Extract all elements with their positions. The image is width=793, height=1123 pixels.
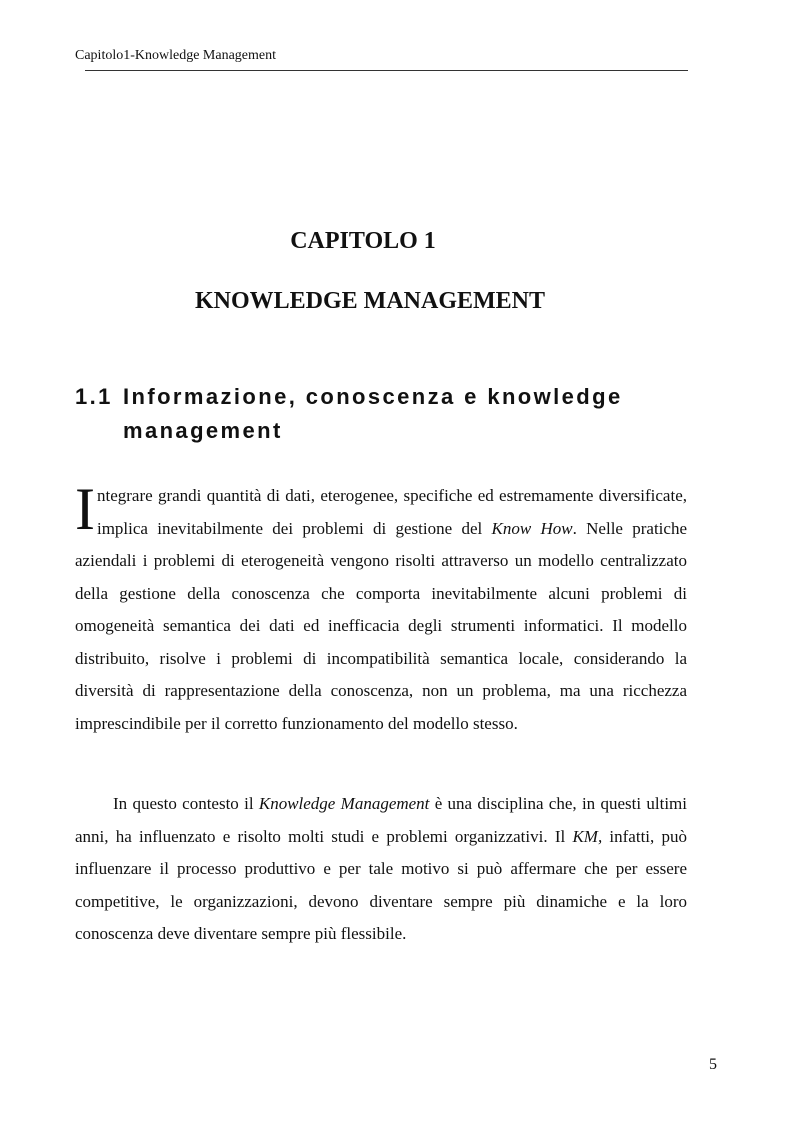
paragraph-1-italic-know-how: Know How [491, 518, 573, 538]
paragraph-2-text-c: infatti, può influenzare il processo produttivo e per tale motivo si può affermare che per essere competitive, le organizzazioni, devono diventare sempre più dinamiche e la loro conoscenza deve diventare sempre più flessibile. [75, 826, 687, 943]
page-number: 5 [709, 1056, 717, 1073]
section-number: 1.1 [75, 384, 113, 409]
section-title-line1: Informazione, conoscenza e knowledge [123, 384, 623, 409]
paragraph-1-text-b: . Nelle pratiche aziendali i problemi di eterogeneità vengono risolti attraverso un modello centralizzato della gestione della conoscenza che comporta inevitabilmente alcuni problemi di omogeneità semantica dei dati ed inefficacia degli strumenti informatici. Il modello distribuito, risolve i problemi di incompatibilità semantica locale, considerando la diversità di rappresentazione della conoscenza, non un problema, ma una ricchezza imprescindibile per il corretto funzionamento del modello stesso. [75, 518, 687, 733]
paragraph-1-text-a: ntegrare grandi quantità di dati, eterogenee, specifiche ed estremamente diversificate, implica inevitabilmente dei problemi di gestione del [96, 486, 687, 538]
paragraph-2-italic-km: KM, [572, 826, 603, 846]
section-heading [75, 380, 695, 448]
paragraph-2-italic-knowledge-management: Knowledge Management [258, 794, 430, 813]
paragraph-1 [75, 476, 687, 740]
running-header: Capitolo1-Knowledge Management [75, 48, 277, 63]
paragraph-2 [75, 788, 687, 951]
paragraph-2-text-a: In questo contesto il [113, 794, 259, 813]
section-title-line2: management [123, 418, 283, 443]
chapter-title: KNOWLEDGE MANAGEMENT [194, 288, 545, 314]
header-rule [85, 70, 688, 71]
drop-cap: I [75, 476, 95, 542]
chapter-label: CAPITOLO 1 [290, 228, 436, 254]
paragraph-2-text-b: è una disciplina che, in questi ultimi anni, ha influenzato e risolto molti studi e problemi organizzativi. Il [75, 794, 687, 846]
